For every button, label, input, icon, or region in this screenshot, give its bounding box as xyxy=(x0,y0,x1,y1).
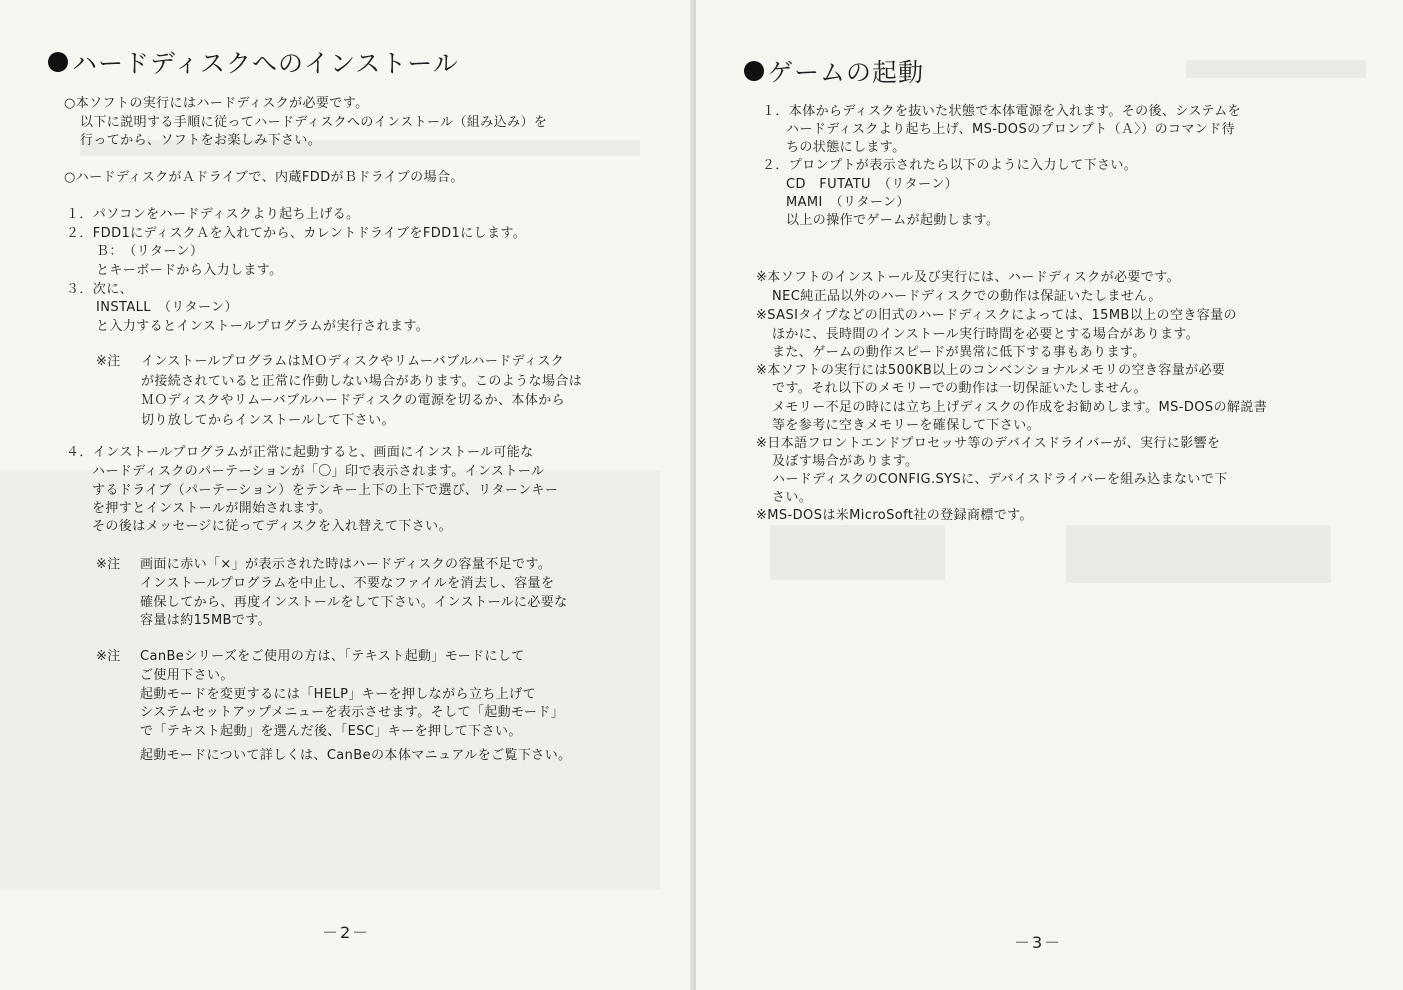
note-line: 確保してから、再度インストールをして下さい。インストールに必要な xyxy=(140,595,568,610)
note-mark: ※注 xyxy=(96,649,121,664)
bleed-through-shadow xyxy=(1066,525,1331,583)
bleed-through-shadow xyxy=(1186,60,1366,78)
step-2-after: とキーボードから入力します。 xyxy=(96,263,283,278)
note-line: システムセットアップメニューを表示させます。そして「起動モード」 xyxy=(140,705,565,720)
note-mark: ※注 xyxy=(96,557,121,572)
case-title: ○ハードディスクがＡドライブで、内蔵FDDがＢドライブの場合。 xyxy=(64,170,464,185)
note-line: です。それ以下のメモリーでの動作は一切保証いたしません。 xyxy=(772,381,1147,396)
note-line: 起動モードを変更するには「HELP」キーを押しながら立ち上げて xyxy=(140,687,536,702)
step-4-line: その後はメッセージに従ってディスクを入れ替えて下さい。 xyxy=(92,519,452,534)
step-1-line: ちの状態にします。 xyxy=(786,140,906,155)
step-3-command: INSTALL （リターン） xyxy=(96,300,238,315)
step-2-after: 以上の操作でゲームが起動します。 xyxy=(786,213,1000,228)
step-4-line: ハードディスクのパーテーションが「〇」印で表示されます。インストール xyxy=(92,464,545,479)
step-4-line: するドライブ（パーテーション）をテンキー上下の上下で選び、リターンキー xyxy=(92,483,559,498)
note-line: ※日本語フロントエンドプロセッサ等のデバイスドライバーが、実行に影響を xyxy=(756,436,1221,451)
note-line: 及ぼす場合があります。 xyxy=(772,454,919,469)
note-line: ＭＯディスクやリムーバブルハードディスクの電源を切るか、本体から xyxy=(141,393,565,408)
step-2-command: Ｂ： （リターン） xyxy=(96,244,204,259)
note-line: また、ゲームの動作スピードが異常に低下する事もあります。 xyxy=(772,345,1146,360)
note-line: 容量は約15MBです。 xyxy=(140,613,272,628)
intro-line: 行ってから、ソフトをお楽しみ下さい。 xyxy=(80,133,322,148)
intro-line: 以下に説明する手順に従ってハードディスクへのインストール（組み込み）を xyxy=(80,115,548,130)
note-line: が接続されていると正常に作動しない場合があります。このような場合は xyxy=(141,374,583,389)
note-line: ハードディスクのCONFIG.SYSに、デバイスドライバーを組み込まないで下 xyxy=(772,472,1228,487)
note-line: で「テキスト起動」を選んだ後、「ESC」キーを押して下さい。 xyxy=(140,724,522,739)
step-3-after: と入力するとインストールプログラムが実行されます。 xyxy=(96,319,430,334)
section-heading xyxy=(48,44,459,80)
note-line: CanBeシリーズをご使用の方は、「テキスト起動」モードにして xyxy=(140,649,525,664)
step-4-line: を押すとインストールが開始されます。 xyxy=(92,501,332,516)
heading-text: ゲームの起動 xyxy=(768,58,925,87)
note-line: 画面に赤い「×」が表示された時はハードディスクの容量不足です。 xyxy=(140,557,552,572)
page-number: －3－ xyxy=(1014,933,1063,952)
note-line: インストールプログラムはＭＯディスクやリムーバブルハードディスク xyxy=(141,354,565,369)
note-line: NEC純正品以外のハードディスクでの動作は保証いたしません。 xyxy=(772,289,1162,304)
command: CD FUTATU （リターン） xyxy=(786,177,958,192)
intro-requirement: ○本ソフトの実行にはハードディスクが必要です。 xyxy=(64,96,369,111)
note-line: メモリー不足の時には立ち上げディスクの作成をお勧めします。MS-DOSの解説書 xyxy=(772,400,1268,415)
note-line: さい。 xyxy=(772,490,813,505)
black-circle-icon xyxy=(48,52,68,72)
step-1: １．本体からディスクを抜いた状態で本体電源を入れます。その後、システムを xyxy=(762,104,1242,119)
note-line: インストールプログラムを中止し、不要なファイルを消去し、容量を xyxy=(140,576,555,591)
left-page xyxy=(0,0,692,990)
step-1-line: ハードディスクより起ち上げ、MS-DOSのプロンプト（Ａ〉）のコマンド待 xyxy=(786,122,1235,137)
heading-text: ハードディスクへのインストール xyxy=(72,49,459,78)
note-line: ご使用下さい。 xyxy=(140,668,234,683)
page-number: －2－ xyxy=(322,923,371,942)
black-circle-icon xyxy=(744,61,764,81)
note-line: ※本ソフトのインストール及び実行には、ハードディスクが必要です。 xyxy=(756,270,1180,285)
note-line: 等を参考に空きメモリーを確保して下さい。 xyxy=(772,418,1041,433)
note-line: 切り放してからインストールして下さい。 xyxy=(141,413,395,428)
note-line: ※SASIタイプなどの旧式のハードディスクによっては、15MB以上の空き容量の xyxy=(756,308,1237,323)
section-heading xyxy=(744,53,924,89)
step-1: １．パソコンをハードディスクより起ち上げる。 xyxy=(66,207,360,222)
note-line: ほかに、長時間のインストール実行時間を必要とする場合があります。 xyxy=(772,327,1200,342)
command: MAMI （リターン） xyxy=(786,195,910,210)
note-mark: ※注 xyxy=(96,354,121,369)
step-2: ２．FDD1にディスクＡを入れてから、カレントドライブをFDD1にします。 xyxy=(66,226,527,241)
note-footer: 起動モードについて詳しくは、CanBeの本体マニュアルをご覧下さい。 xyxy=(140,748,572,763)
step-2: ２．プロンプトが表示されたら以下のように入力して下さい。 xyxy=(762,158,1138,173)
step-4: ４．インストールプログラムが正常に起動すると、画面にインストール可能な xyxy=(66,445,534,460)
right-page xyxy=(696,0,1403,990)
step-3: ３．次に、 xyxy=(66,282,134,297)
bleed-through-shadow xyxy=(770,525,945,580)
note-line: ※MS-DOSは米MicroSoft社の登録商標です。 xyxy=(756,508,1033,523)
note-line: ※本ソフトの実行には500KB以上のコンベンショナルメモリの空き容量が必要 xyxy=(756,363,1226,378)
